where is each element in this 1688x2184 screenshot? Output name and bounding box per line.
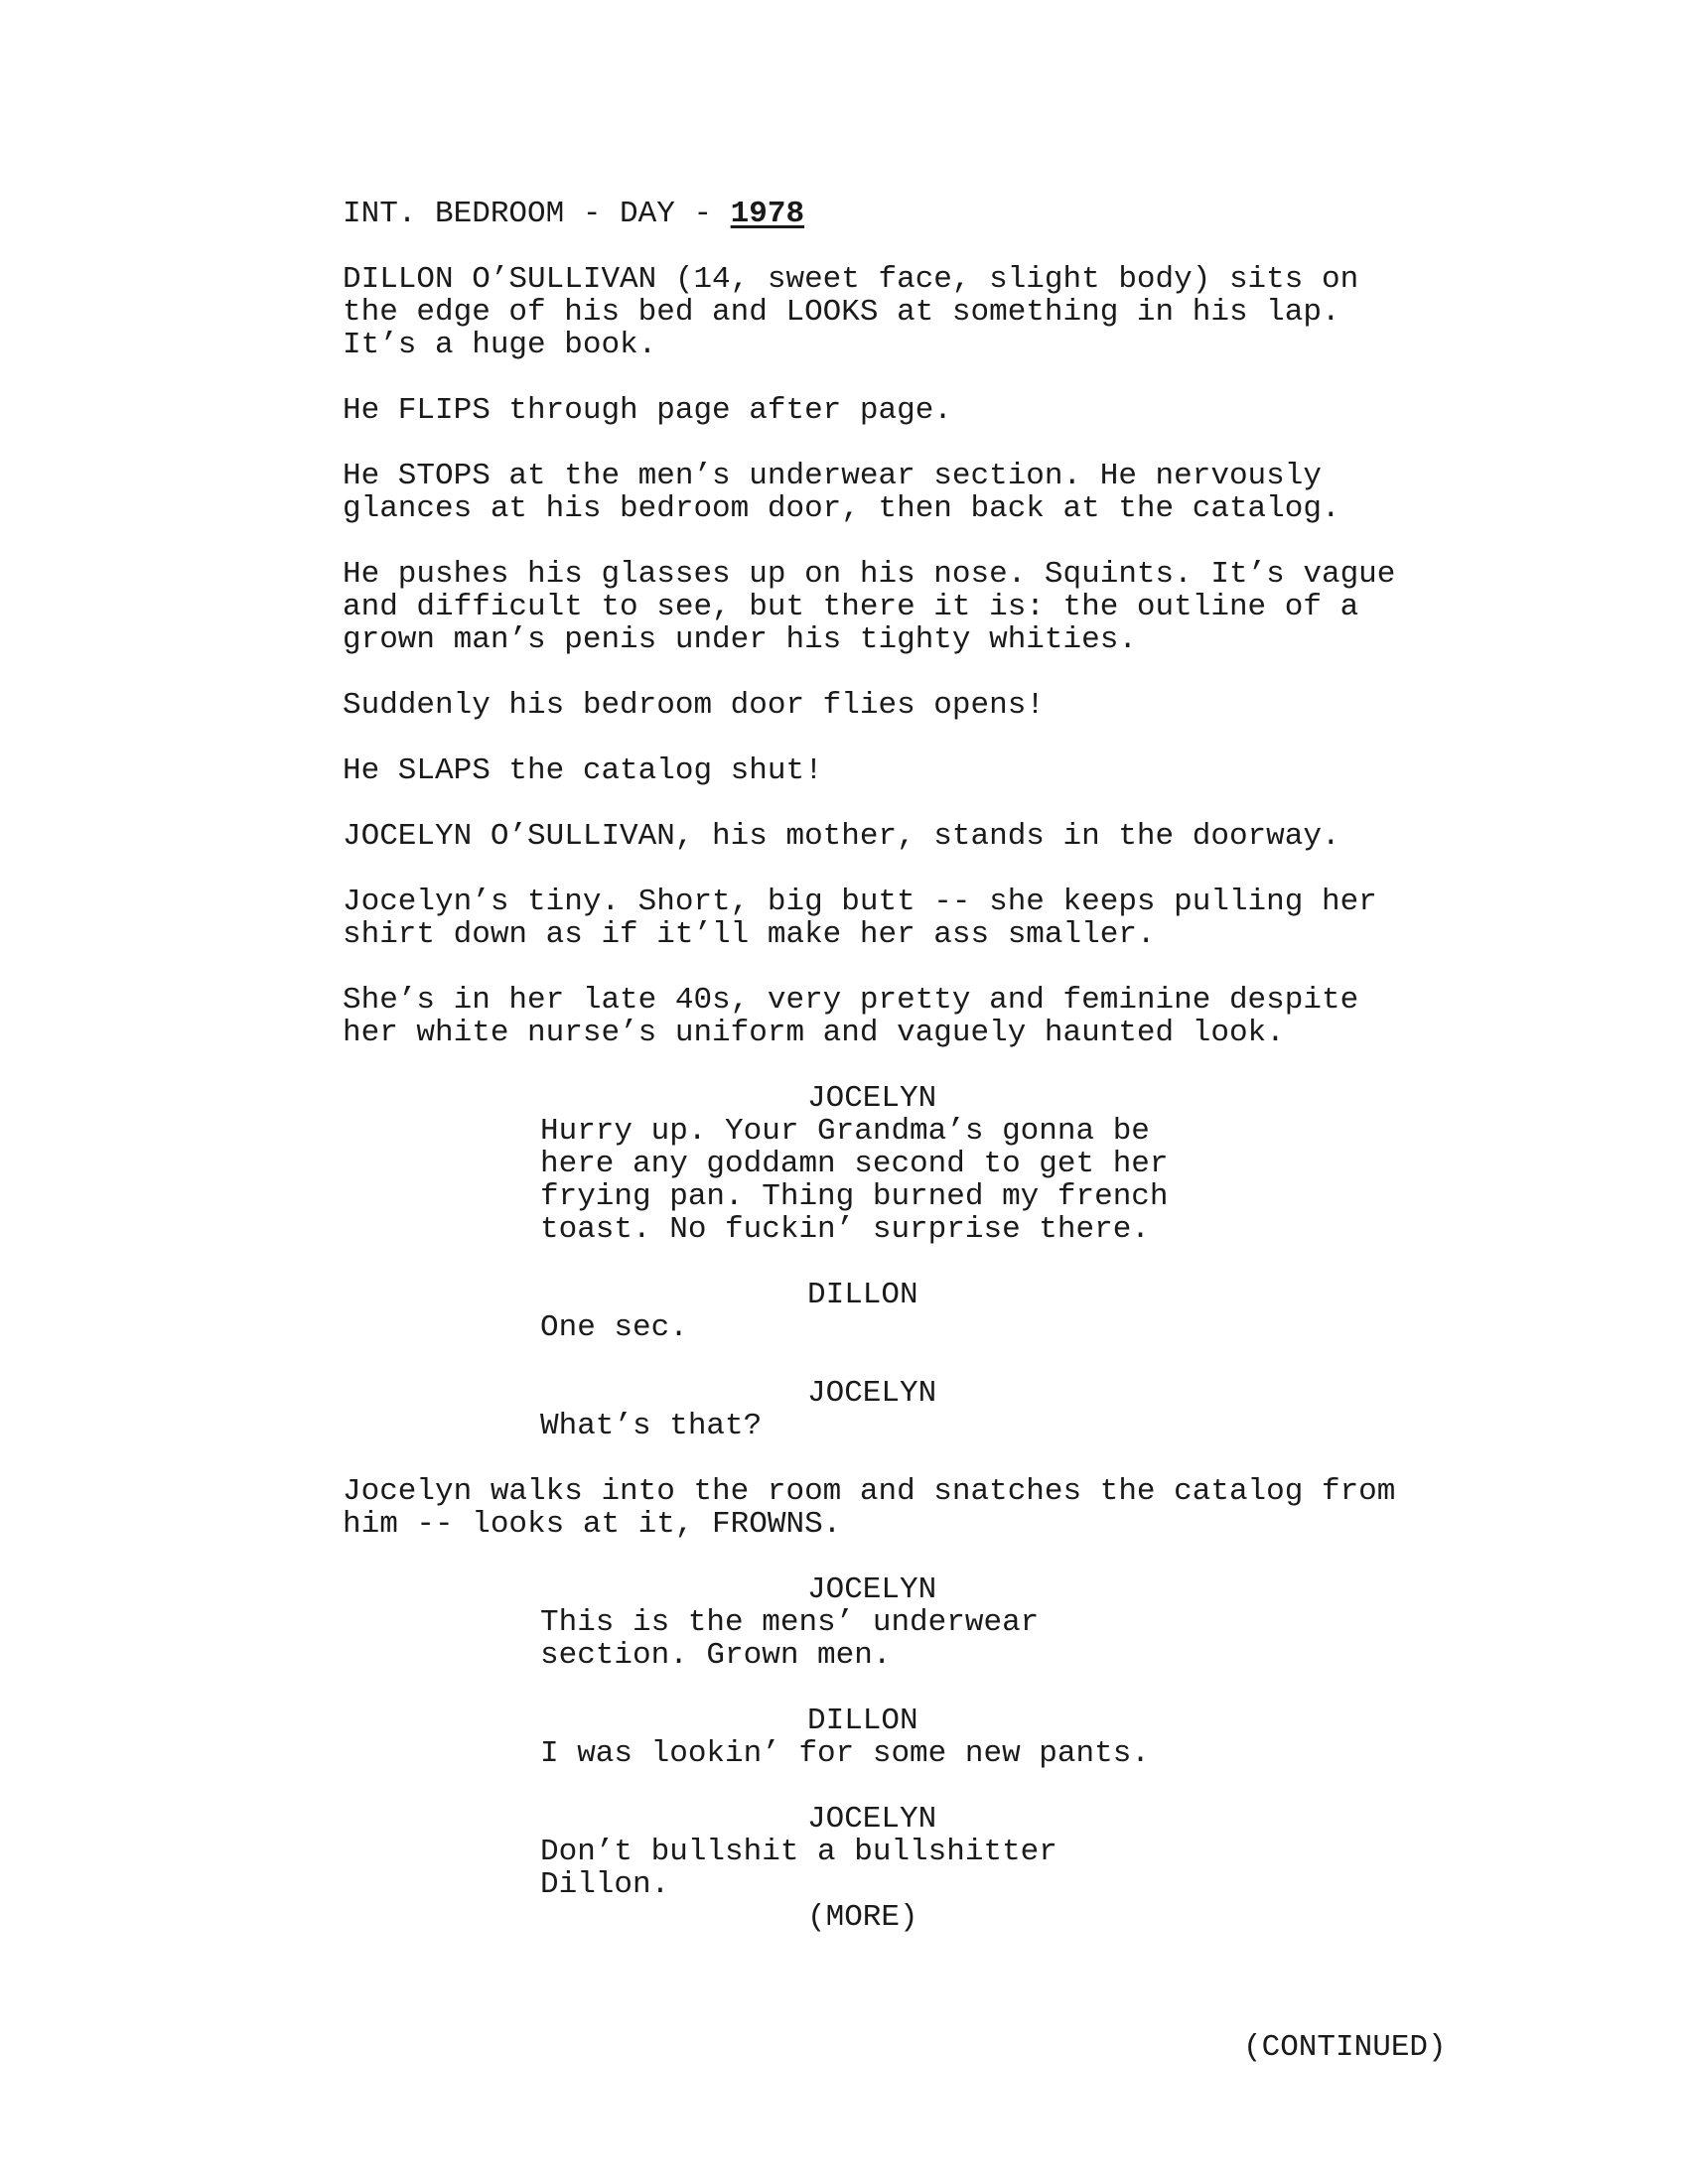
action-line: She’s in her late 40s, very pretty and feminine despite <box>343 983 1359 1018</box>
dialogue-line: What’s that? <box>540 1409 763 1443</box>
action-line: the edge of his bed and LOOKS at something in his lap. <box>343 295 1340 330</box>
action-line: He SLAPS the catalog shut! <box>343 753 823 788</box>
dialogue-line: frying pan. Thing burned my french <box>540 1179 1169 1214</box>
action-line: glances at his bedroom door, then back at the catalog. <box>343 491 1340 526</box>
action-line: JOCELYN O’SULLIVAN, his mother, stands in the doorway. <box>343 819 1340 854</box>
continued-marker: (CONTINUED) <box>1243 2030 1447 2065</box>
action-line: He FLIPS through page after page. <box>343 393 952 428</box>
action-line: her white nurse’s uniform and vaguely haunted look. <box>343 1016 1285 1050</box>
action-line: and difficult to see, but there it is: the outline of a <box>343 590 1359 624</box>
scene-heading-text: INT. BEDROOM - DAY - <box>343 197 731 231</box>
action-line: He STOPS at the men’s underwear section. He nervously <box>343 459 1322 493</box>
action-line: Jocelyn walks into the room and snatches the catalog from <box>343 1474 1396 1509</box>
action-line: grown man’s penis under his tighty whities. <box>343 622 1137 657</box>
dialogue-line: toast. No fuckin’ surprise there. <box>540 1212 1150 1247</box>
dialogue-line: section. Grown men. <box>540 1638 892 1673</box>
action-line: Suddenly his bedroom door flies opens! <box>343 688 1045 723</box>
scene-year: 1978 <box>730 197 805 231</box>
action-line: DILLON O’SULLIVAN (14, sweet face, slight body) sits on <box>343 262 1359 297</box>
action-line: He pushes his glasses up on his nose. Squints. It’s vague <box>343 557 1396 592</box>
scene-heading <box>343 198 804 230</box>
character-name: DILLON <box>807 1704 918 1738</box>
dialogue-line: Dillon. <box>540 1867 670 1902</box>
dialogue-line: Don’t bullshit a bullshitter <box>540 1835 1057 1869</box>
dialogue-line: I was lookin’ for some new pants. <box>540 1736 1150 1771</box>
dialogue-line: here any goddamn second to get her <box>540 1147 1169 1181</box>
action-line: him -- looks at it, FROWNS. <box>343 1507 842 1542</box>
character-name: DILLON <box>807 1278 918 1312</box>
action-line: Jocelyn’s tiny. Short, big butt -- she keeps pulling her <box>343 885 1377 919</box>
character-name: JOCELYN <box>807 1376 937 1411</box>
more-marker: (MORE) <box>807 1900 918 1935</box>
dialogue-line: Hurry up. Your Grandma’s gonna be <box>540 1114 1150 1149</box>
character-name: JOCELYN <box>807 1802 937 1837</box>
dialogue-line: This is the mens’ underwear <box>540 1605 1040 1640</box>
action-line: It’s a huge book. <box>343 328 657 362</box>
dialogue-line: One sec. <box>540 1310 688 1345</box>
character-name: JOCELYN <box>807 1572 937 1607</box>
action-line: shirt down as if it’ll make her ass smaller. <box>343 917 1156 952</box>
character-name: JOCELYN <box>807 1081 937 1116</box>
